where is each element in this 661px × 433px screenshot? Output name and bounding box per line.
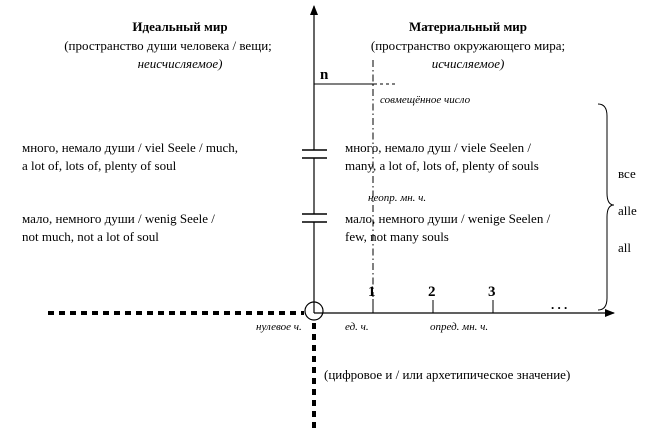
combined-number-label: совмещённое число	[380, 94, 471, 106]
singular-label: ед. ч.	[345, 321, 369, 333]
right-few-line2: few, not many souls	[345, 229, 449, 244]
right-many-line1: много, немало душ / viele Seelen /	[345, 140, 531, 155]
definite-plural-label: опред. мн. ч.	[430, 321, 489, 333]
tick-label-3: 3	[488, 284, 496, 300]
tick-label-1: 1	[368, 284, 376, 300]
right-few-line1: мало, немного души / wenige Seelen /	[345, 211, 551, 226]
left-many-line1: много, немало души / viel Seele / much,	[22, 140, 239, 155]
curly-brace	[598, 104, 614, 310]
zero-number-label: нулевое ч.	[256, 321, 302, 333]
brace-word-all-ru: все	[618, 166, 636, 181]
right-many-line2: many, a lot of, lots of, plenty of souls	[345, 158, 539, 173]
brace-word-all-en: all	[618, 240, 631, 255]
tick-label-2: 2	[428, 284, 436, 300]
left-many-line2: a lot of, lots of, plenty of soul	[22, 158, 177, 173]
axis-ellipsis: . . .	[551, 297, 568, 312]
indef-plural-label: неопр. мн. ч.	[368, 192, 427, 204]
right-header-sub2: исчисляемое)	[431, 56, 505, 71]
n-label: n	[320, 67, 329, 83]
left-header-title: Идеальный мир	[132, 19, 228, 34]
left-few-line2: not much, not a lot of soul	[22, 229, 159, 244]
left-header-sub2: неисчисляемое)	[137, 56, 223, 71]
brace-word-all-de: alle	[618, 203, 637, 218]
left-header-sub1: (пространство души человека / вещи;	[64, 38, 272, 53]
left-few-line1: мало, немного души / wenig Seele /	[22, 211, 215, 226]
bottom-note: (цифровое и / или архетипическое значение)	[324, 367, 571, 382]
right-header-title: Материальный мир	[408, 19, 528, 34]
right-header-sub1: (пространство окружающего мира;	[370, 38, 566, 53]
